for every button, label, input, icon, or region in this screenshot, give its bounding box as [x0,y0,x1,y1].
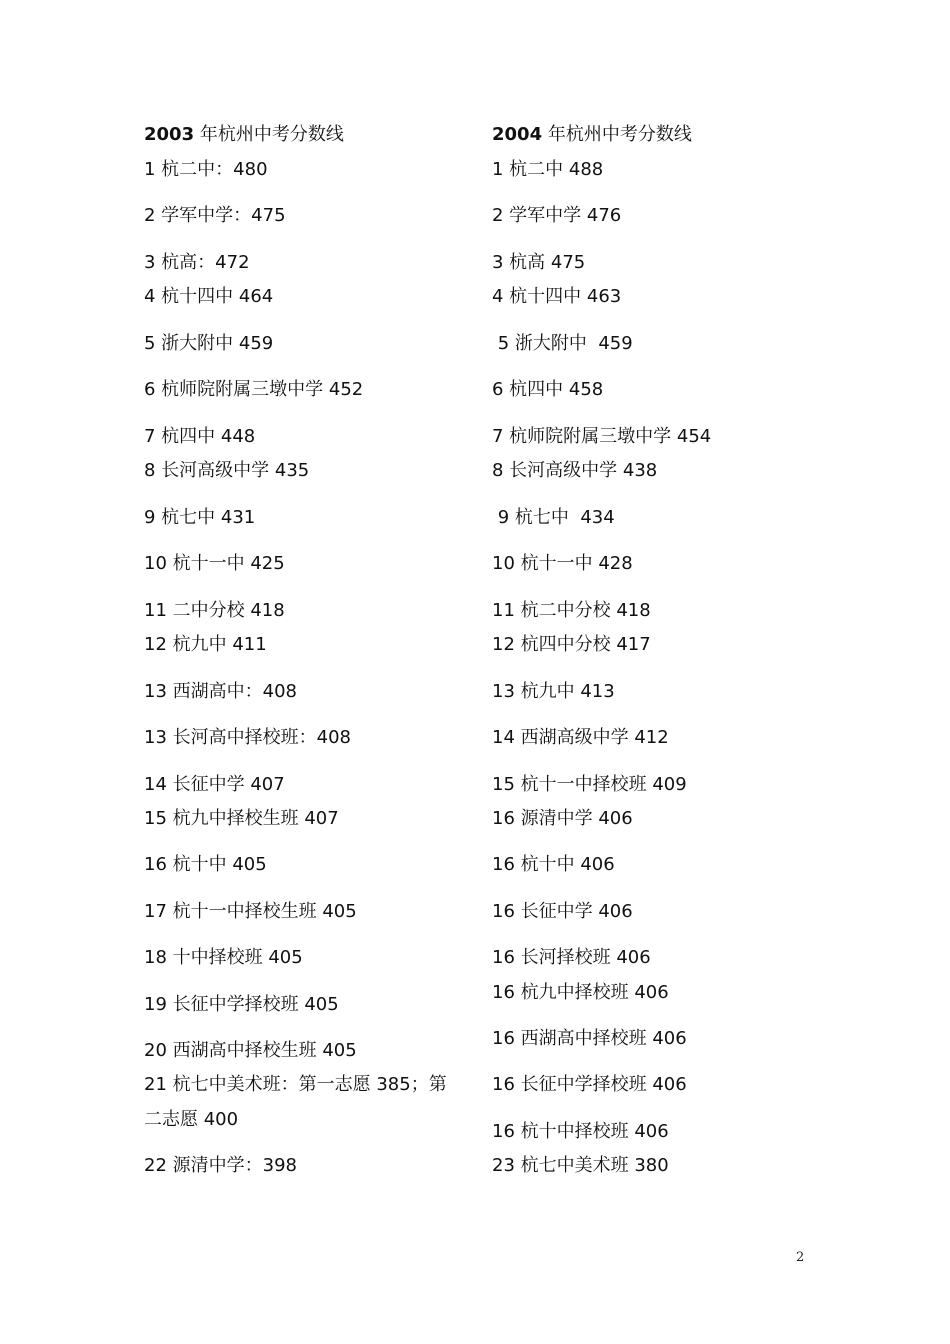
left-line: 15 杭九中择校生班 407 [144,808,339,829]
right-line: 2 学军中学 476 [492,205,622,226]
right-line: 9 杭七中 434 [492,507,615,528]
right-line: 16 长征中学择校班 406 [492,1074,687,1095]
left-line: 19 长征中学择校班 405 [144,994,339,1015]
right-line: 11 杭二中分校 418 [492,600,651,621]
right-line: 23 杭七中美术班 380 [492,1155,669,1176]
left-line: 20 西湖高中择校生班 405 [144,1040,357,1061]
right-line: 16 长河择校班 406 [492,947,651,968]
left-line: 11 二中分校 418 [144,600,285,621]
left-line: 18 十中择校班 405 [144,947,303,968]
left-line: 9 杭七中 431 [144,507,256,528]
left-line: 13 长河高中择校班：408 [144,727,351,748]
right-line: 4 杭十四中 463 [492,286,622,307]
left-line: 3 杭高：472 [144,252,250,273]
right-line: 15 杭十一中择校班 409 [492,774,687,795]
left-line: 13 西湖高中：408 [144,681,297,702]
left-line: 2 学军中学：475 [144,205,286,226]
right-line: 8 长河高级中学 438 [492,460,658,481]
left-line: 5 浙大附中 459 [144,333,274,354]
right-line: 6 杭四中 458 [492,379,604,400]
page-number: 2 [796,1250,805,1265]
left-line: 10 杭十一中 425 [144,553,285,574]
left-line: 6 杭师院附属三墩中学 452 [144,379,364,400]
left-line: 22 源清中学：398 [144,1155,297,1176]
left-line: 7 杭四中 448 [144,426,256,447]
right-heading [492,123,692,147]
right-line: 12 杭四中分校 417 [492,634,651,655]
left-heading-year: 2003 [144,124,195,145]
right-line: 5 浙大附中 459 [492,333,633,354]
right-line: 16 长征中学 406 [492,901,633,922]
left-line: 1 杭二中：480 [144,159,268,180]
left-line: 8 长河高级中学 435 [144,460,310,481]
right-line: 3 杭高 475 [492,252,586,273]
left-heading-text: 年杭州中考分数线 [199,124,344,145]
right-line: 14 西湖高级中学 412 [492,727,669,748]
right-line: 16 西湖高中择校班 406 [492,1028,687,1049]
left-line: 14 长征中学 407 [144,774,285,795]
left-line: 21 杭七中美术班：第一志愿 385；第 [144,1074,447,1095]
left-line: 二志愿 400 [144,1109,239,1130]
right-line: 10 杭十一中 428 [492,553,633,574]
right-line: 7 杭师院附属三墩中学 454 [492,426,712,447]
right-heading-text: 年杭州中考分数线 [547,124,692,145]
left-line: 4 杭十四中 464 [144,286,274,307]
right-line: 16 杭九中择校班 406 [492,982,669,1003]
right-line: 1 杭二中 488 [492,159,604,180]
right-line: 16 杭十中 406 [492,854,615,875]
right-heading-year: 2004 [492,124,543,145]
right-line: 16 杭十中择校班 406 [492,1121,669,1142]
right-line: 13 杭九中 413 [492,681,615,702]
right-line: 16 源清中学 406 [492,808,633,829]
left-line: 12 杭九中 411 [144,634,267,655]
left-line: 16 杭十中 405 [144,854,267,875]
left-line: 17 杭十一中择校生班 405 [144,901,357,922]
